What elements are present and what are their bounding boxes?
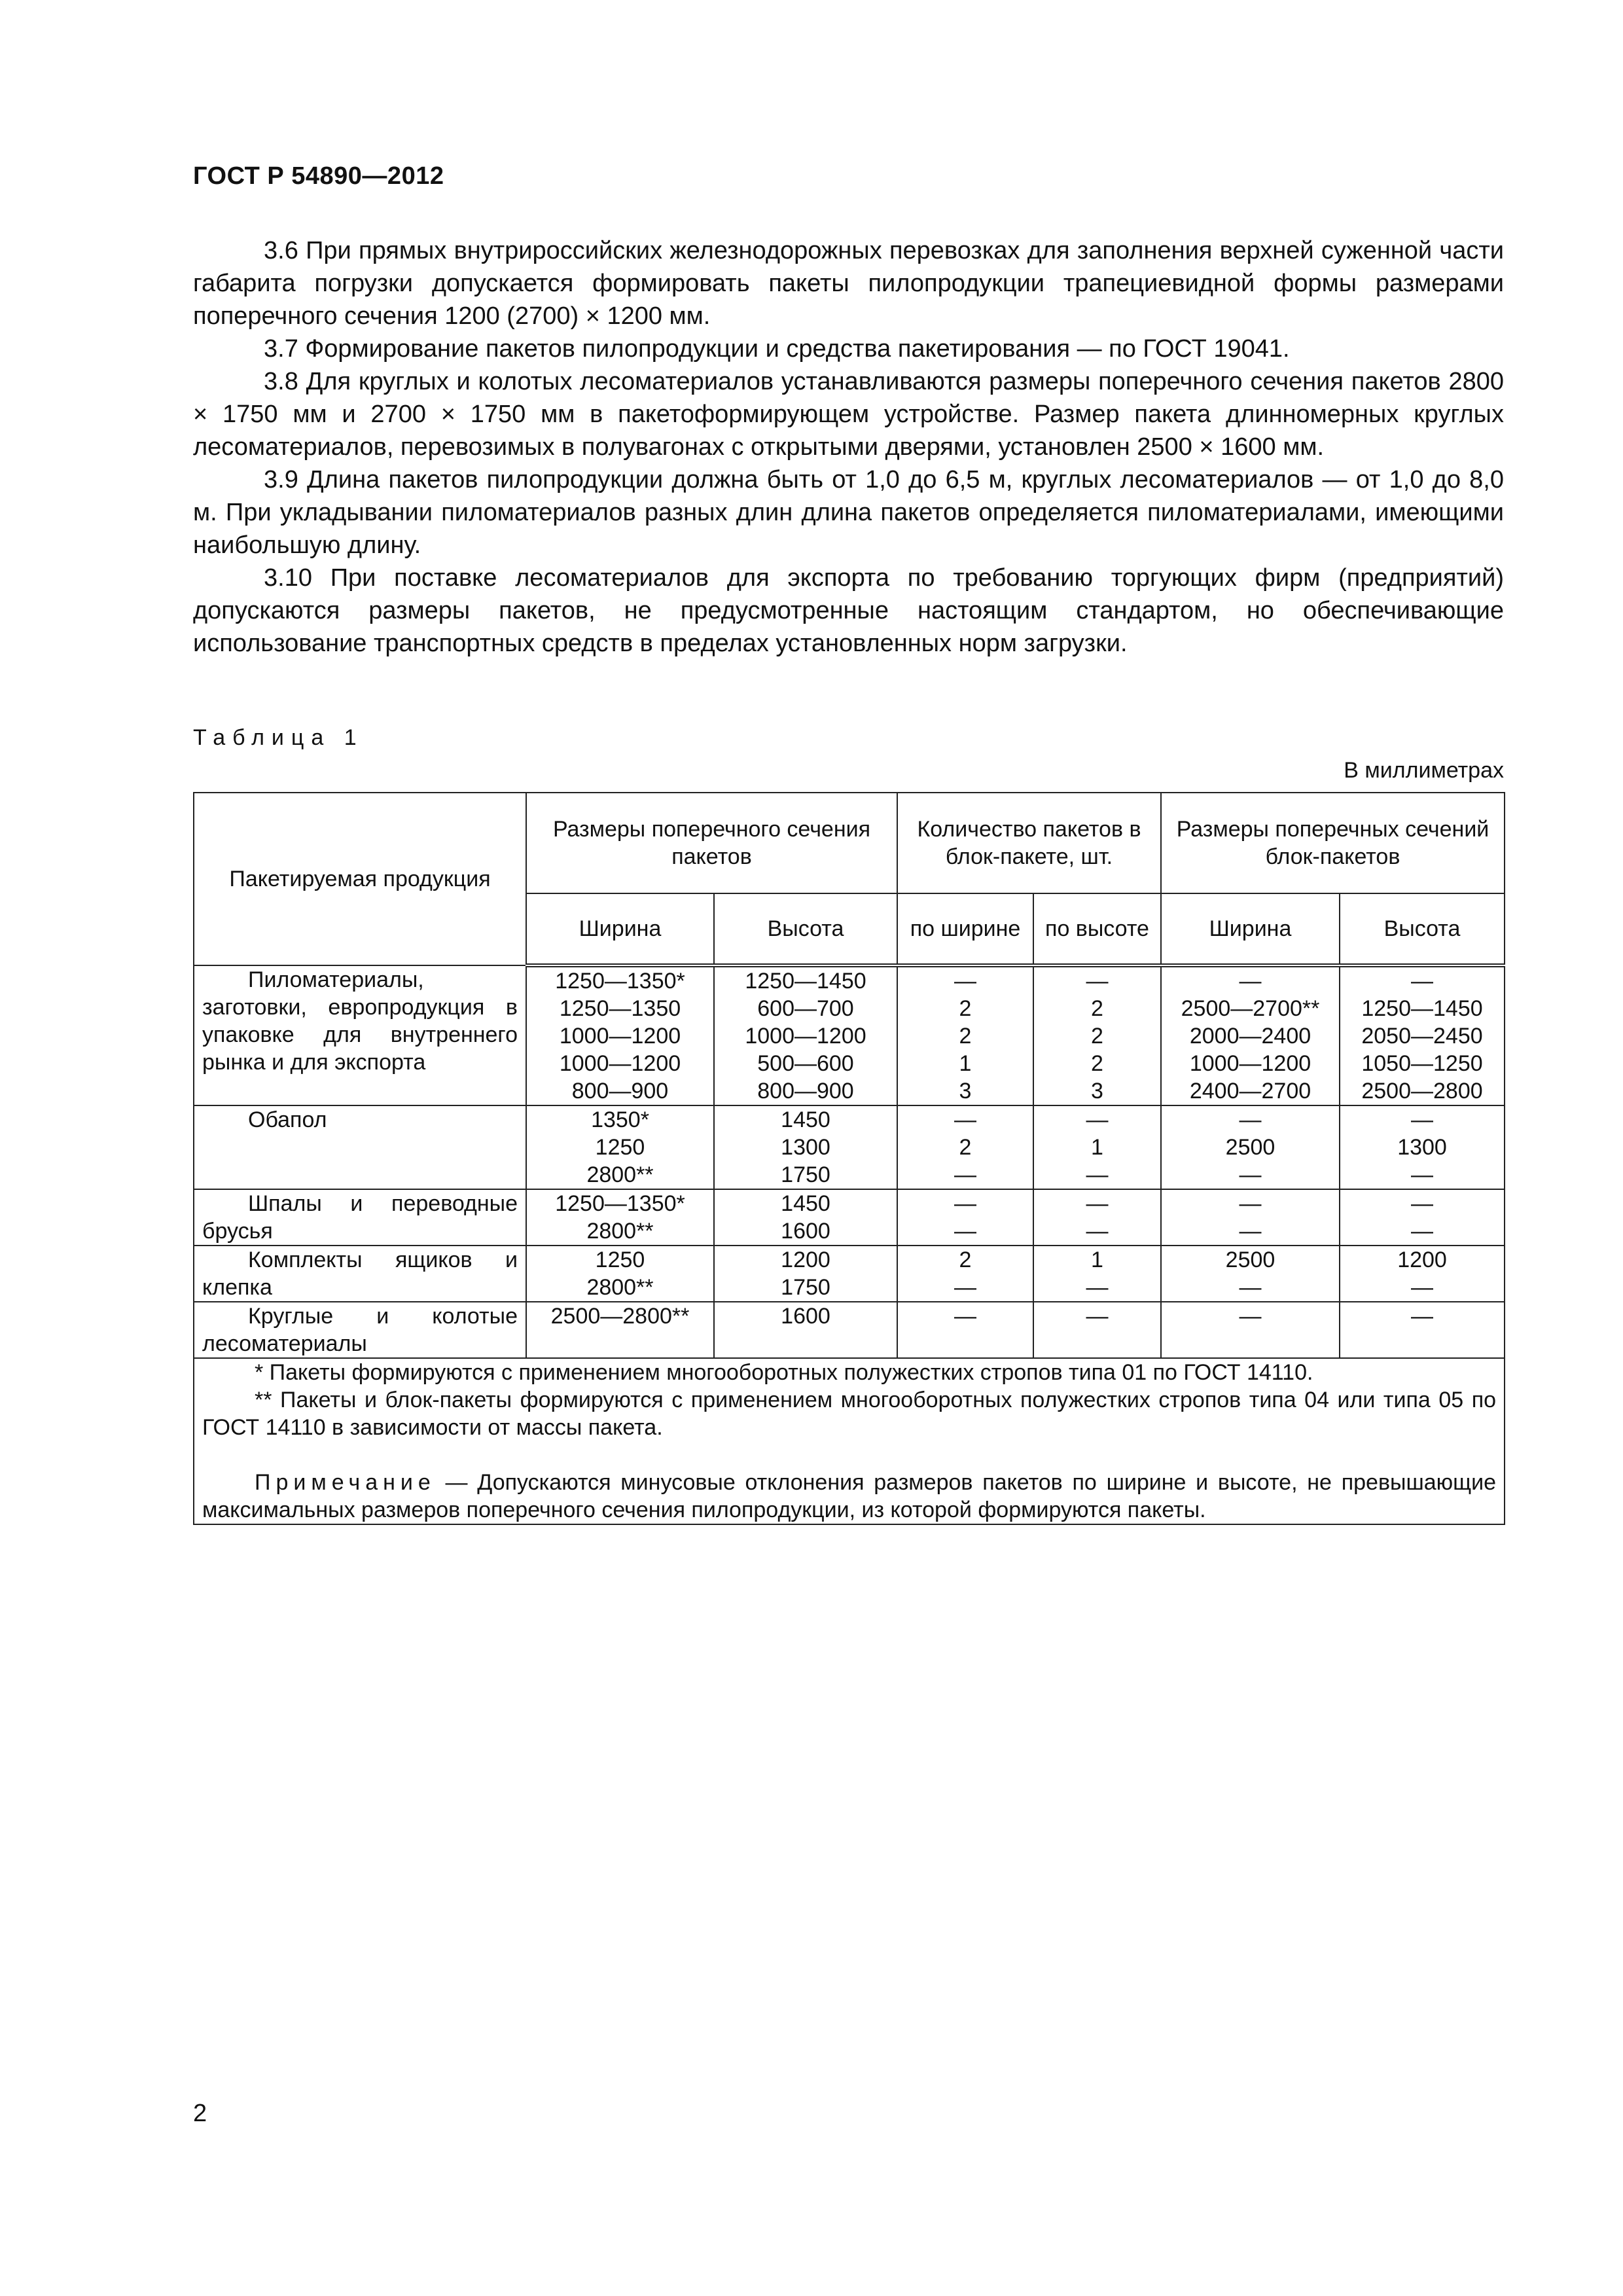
cell-value: 1250—1450	[745, 969, 866, 994]
cell-block-height	[1340, 1246, 1505, 1302]
header-width: Ширина	[526, 893, 714, 965]
cell-value: 2050—2450	[1361, 1024, 1483, 1049]
cell-value: 1	[1091, 1135, 1103, 1160]
cell-block-height	[1340, 1105, 1505, 1189]
cell-value: 1300	[781, 1135, 830, 1160]
cell-value: 1	[959, 1051, 972, 1076]
table-note	[202, 1469, 1496, 1524]
cell-value: —	[954, 1275, 976, 1300]
cell-value: —	[1239, 1191, 1262, 1216]
cell-block-width	[1161, 1105, 1340, 1189]
header-block-width: Ширина	[1161, 893, 1340, 965]
cell-by-width	[897, 1189, 1033, 1246]
cell-width	[526, 1189, 714, 1246]
header-block-section: Размеры поперечных сечений блок-пакетов	[1161, 793, 1505, 893]
header-count: Количество пакетов в блок-пакете, шт.	[897, 793, 1161, 893]
cell-block-width	[1161, 1246, 1340, 1302]
table-row	[194, 1302, 1505, 1358]
cell-value: 1250	[595, 1247, 645, 1272]
cell-value: 2	[959, 1247, 972, 1272]
cell-width	[526, 1105, 714, 1189]
cell-value: 1250—1350	[559, 996, 681, 1021]
cell-value: 2	[959, 1135, 972, 1160]
cell-value: 2500—2700**	[1181, 996, 1320, 1021]
cell-value: —	[1411, 969, 1433, 994]
cell-value: —	[1086, 969, 1109, 994]
cell-value: 2800**	[586, 1275, 654, 1300]
product-name: Комплекты ящиков и клепка	[202, 1247, 518, 1300]
cell-value: —	[1086, 1219, 1109, 1244]
cell-by-height	[1033, 1105, 1161, 1189]
cell-value: 1600	[781, 1219, 830, 1244]
product-cell	[194, 1302, 526, 1358]
cell-block-height	[1340, 1189, 1505, 1246]
cell-value: 3	[1091, 1079, 1103, 1103]
cell-height	[714, 965, 897, 1105]
cell-value: 1200	[781, 1247, 830, 1272]
table-label: Таблица 1	[193, 725, 364, 750]
cell-value: —	[954, 1162, 976, 1187]
cell-value: —	[1239, 1304, 1262, 1329]
cell-value: —	[1086, 1162, 1109, 1187]
cell-value: —	[954, 1107, 976, 1132]
note-label: Примечание	[255, 1470, 436, 1495]
header-block-height: Высота	[1340, 893, 1505, 965]
cell-value: 3	[959, 1079, 972, 1103]
table-notes	[194, 1358, 1505, 1524]
cell-value: 1000—1200	[745, 1024, 866, 1049]
cell-width	[526, 965, 714, 1105]
cell-value: 600—700	[757, 996, 854, 1021]
cell-value: 2500—2800**	[550, 1304, 690, 1329]
cell-value: 2800**	[586, 1219, 654, 1244]
product-cell	[194, 1105, 526, 1189]
cell-value: —	[1086, 1304, 1109, 1329]
packages-table	[193, 792, 1505, 1525]
cell-value: 800—900	[757, 1079, 854, 1103]
table-row	[194, 1246, 1505, 1302]
cell-value: —	[954, 1304, 976, 1329]
cell-value: —	[954, 1191, 976, 1216]
cell-by-height	[1033, 1302, 1161, 1358]
table-units: В миллиметрах	[1344, 758, 1504, 783]
paragraph-3-6: 3.6 При прямых внутрироссийских железнодорожных перевозках для заполнения верхней суженной части габарита погрузки допускается формировать пакеты пилопродукции трапециевидной формы размерами поперечного сечения 1200 (2700) × 1200 мм.	[193, 237, 1504, 330]
product-cell	[194, 1189, 526, 1246]
cell-value: 1350*	[591, 1107, 649, 1132]
cell-value: —	[1086, 1275, 1109, 1300]
cell-value: —	[1411, 1219, 1433, 1244]
cell-value: 1000—1200	[1189, 1051, 1311, 1076]
cell-value: 1200	[1397, 1247, 1447, 1272]
cell-value: 1250—1350*	[555, 1191, 685, 1216]
cell-height	[714, 1105, 897, 1189]
cell-value: 2	[1091, 1024, 1103, 1049]
cell-value: 2500	[1225, 1135, 1275, 1160]
header-height: Высота	[714, 893, 897, 965]
cell-value: —	[1411, 1275, 1433, 1300]
product-cell	[194, 1246, 526, 1302]
cell-value: 1250—1450	[1361, 996, 1483, 1021]
cell-value: 500—600	[757, 1051, 854, 1076]
cell-by-height	[1033, 1246, 1161, 1302]
footnote-single-star: * Пакеты формируются с применением многооборотных полужестких стропов типа 01 по ГОСТ 14110.	[255, 1360, 1313, 1385]
cell-value: 800—900	[571, 1079, 669, 1103]
product-cell	[194, 965, 526, 1105]
table-row	[194, 1189, 1505, 1246]
cell-value: 2	[959, 996, 972, 1021]
cell-by-height	[1033, 1189, 1161, 1246]
table-notes-row	[194, 1358, 1505, 1524]
paragraph-3-9: 3.9 Длина пакетов пилопродукции должна быть от 1,0 до 6,5 м, круглых лесоматериалов — от 1,0 до 8,0 м. При укладывании пиломатериалов разных длин длина пакетов определяется пиломатериалами, имеющими наибольшую длину.	[193, 466, 1504, 559]
cell-by-width	[897, 1246, 1033, 1302]
cell-value: 2400—2700	[1189, 1079, 1311, 1103]
cell-value: 1750	[781, 1162, 830, 1187]
cell-value: 1450	[781, 1107, 830, 1132]
cell-block-width	[1161, 1302, 1340, 1358]
cell-height	[714, 1302, 897, 1358]
cell-width	[526, 1302, 714, 1358]
cell-block-height	[1340, 965, 1505, 1105]
paragraph-3-7: 3.7 Формирование пакетов пилопродукции и средства пакетирования — по ГОСТ 19041.	[264, 335, 1290, 363]
cell-value: 2500—2800	[1361, 1079, 1483, 1103]
header-cross-section: Размеры поперечного сечения пакетов	[526, 793, 897, 893]
cell-value: 1300	[1397, 1135, 1447, 1160]
cell-value: —	[1239, 1219, 1262, 1244]
product-name: Обапол	[248, 1107, 327, 1132]
cell-value: —	[1086, 1107, 1109, 1132]
cell-value: 1000—1200	[559, 1051, 681, 1076]
page-number: 2	[193, 2100, 207, 2127]
cell-value: 2800**	[586, 1162, 654, 1187]
cell-value: 2	[1091, 1051, 1103, 1076]
cell-value: 2500	[1225, 1247, 1275, 1272]
cell-height	[714, 1189, 897, 1246]
paragraph-3-10: 3.10 При поставке лесоматериалов для экспорта по требованию торгующих фирм (предприятий) допускаются размеры пакетов, не предусмотренные настоящим стандартом, но обеспечивающие использование транспортных средств в пределах установленных норм загрузки.	[193, 564, 1504, 657]
cell-value: —	[954, 1219, 976, 1244]
cell-value: 1750	[781, 1275, 830, 1300]
cell-block-height	[1340, 1302, 1505, 1358]
cell-value: —	[954, 969, 976, 994]
cell-value: —	[1411, 1107, 1433, 1132]
product-name: Круглые и колотые лесоматериалы	[202, 1304, 518, 1356]
paragraph-3-8: 3.8 Для круглых и колотых лесоматериалов устанавливаются размеры поперечного сечения пакетов 2800 × 1750 мм и 2700 × 1750 мм в пакетоформирующем устройстве. Размер пакета длинномерных круглых лесоматериалов, перевозимых в полувагонах с открытыми дверями, установлен 2500 × 1600 мм.	[193, 368, 1504, 461]
cell-by-width	[897, 965, 1033, 1105]
header-product: Пакетируемая продукция	[194, 793, 526, 965]
document-header: ГОСТ Р 54890—2012	[193, 162, 444, 190]
cell-value: —	[1411, 1304, 1433, 1329]
cell-value: 2000—2400	[1189, 1024, 1311, 1049]
cell-block-width	[1161, 965, 1340, 1105]
cell-value: 2	[959, 1024, 972, 1049]
cell-block-width	[1161, 1189, 1340, 1246]
product-name: Пиломатериалы, заготовки, европродукция в упаковке для внутреннего рынка и для экспорта	[202, 967, 518, 1075]
cell-by-height	[1033, 965, 1161, 1105]
cell-value: —	[1411, 1162, 1433, 1187]
table-body	[194, 965, 1505, 1358]
cell-value: 1450	[781, 1191, 830, 1216]
cell-value: 1600	[781, 1304, 830, 1329]
cell-value: —	[1411, 1191, 1433, 1216]
cell-value: 1050—1250	[1361, 1051, 1483, 1076]
table-row	[194, 965, 1505, 1105]
header-by-height: по высоте	[1033, 893, 1161, 965]
cell-value: —	[1239, 1162, 1262, 1187]
product-name: Шпалы и переводные брусья	[202, 1191, 518, 1244]
cell-value: 1250—1350*	[555, 969, 685, 994]
cell-height	[714, 1246, 897, 1302]
cell-value: —	[1239, 969, 1262, 994]
header-by-width: по ширине	[897, 893, 1033, 965]
cell-by-width	[897, 1302, 1033, 1358]
cell-value: 1000—1200	[559, 1024, 681, 1049]
cell-value: —	[1086, 1191, 1109, 1216]
note-text: — Допускаются минусовые отклонения размеров пакетов по ширине и высоте, не превышающие максимальных размеров поперечного сечения пилопродукции, из которой формируются пакеты.	[202, 1470, 1497, 1522]
cell-value: —	[1239, 1275, 1262, 1300]
table-row	[194, 1105, 1505, 1189]
cell-value: —	[1239, 1107, 1262, 1132]
cell-by-width	[897, 1105, 1033, 1189]
footnote-double-star: ** Пакеты и блок-пакеты формируются с применением многооборотных полужестких стропов типа 04 или типа 05 по ГОСТ 14110 в зависимости от массы пакета.	[202, 1388, 1497, 1440]
cell-value: 1250	[595, 1135, 645, 1160]
cell-width	[526, 1246, 714, 1302]
cell-value: 1	[1091, 1247, 1103, 1272]
cell-value: 2	[1091, 996, 1103, 1021]
body-text	[193, 234, 1504, 660]
table-header-row-1	[194, 793, 1505, 893]
